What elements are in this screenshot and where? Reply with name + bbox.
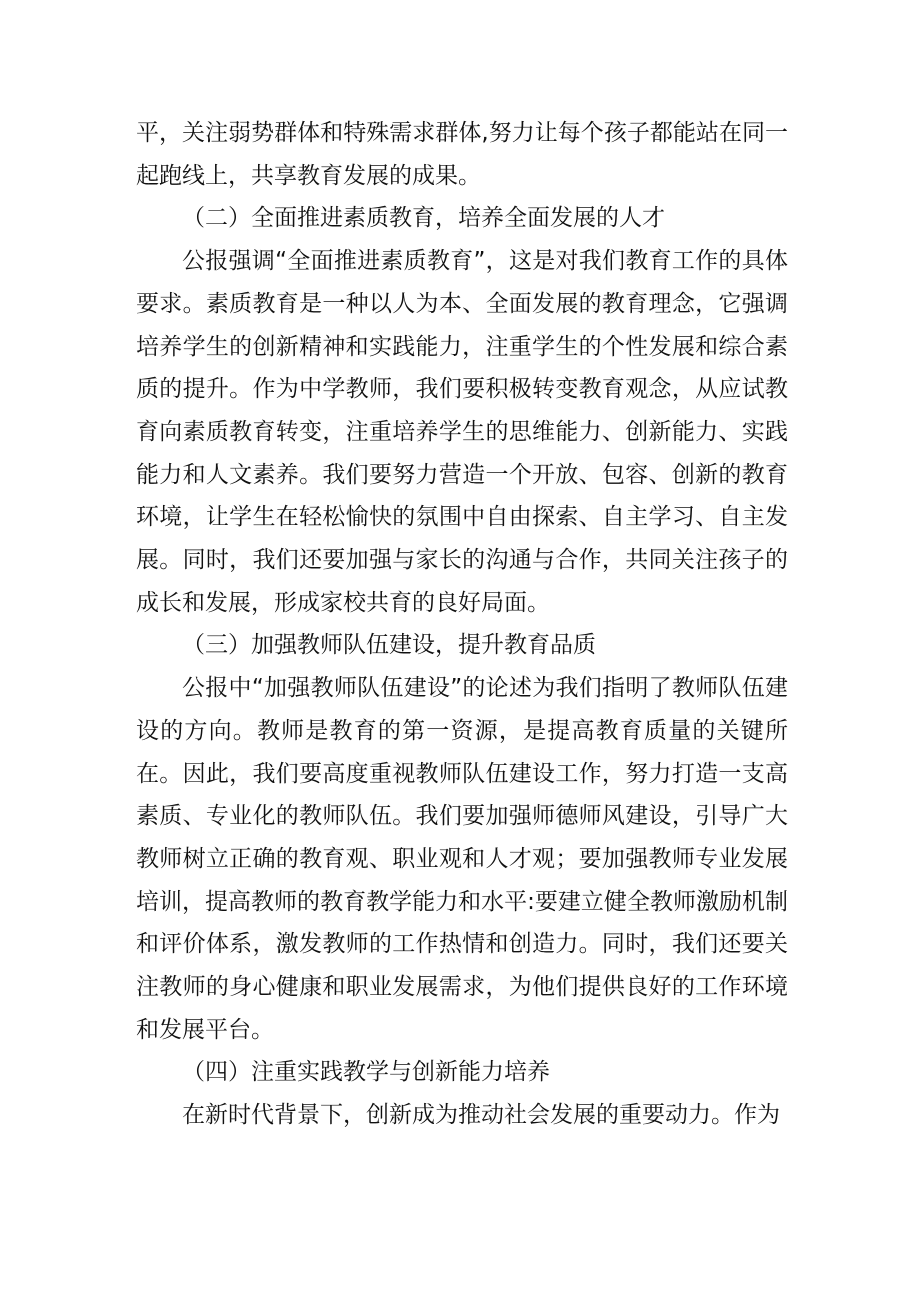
section-heading-4: （四）注重实践教学与创新能力培养 (182, 1059, 550, 1086)
paragraph-teacher-team: 公报中“加强教师队伍建设”的论述为我们指明了教师队伍建设的方向。教师是教育的第一资源，是提高教育质量的关键所在。因此，我们要高度重视教师队伍建设工作，努力打造一支高素质、专业化的教师队伍。我们要加强师德师风建设，引导广大教师树立正确的教育观、职业观和人才观；要加强教师专业发展培训，提高教师的教育教学能力和水平:要建立健全教师激励机制和评价体系，激发教师的工作热情和创造力。同时，我们还要关注教师的身心健康和职业发展需求，为他们提供良好的工作环境和发展平台。 (136, 675, 788, 1043)
paragraph-continuation: 平，关注弱势群体和特殊需求群体,努力让每个孩子都能站在同一起跑线上，共享教育发展的成果。 (136, 120, 788, 189)
section-heading-2: （二）全面推进素质教育，培养全面发展的人才 (182, 205, 665, 232)
paragraph-quality-education: 公报强调“全面推进素质教育”，这是对我们教育工作的具体要求。素质教育是一种以人为本、全面发展的教育理念，它强调培养学生的创新精神和实践能力，注重学生的个性发展和综合素质的提升。作为中学教师，我们要积极转变教育观念，从应试教育向素质教育转变，注重培养学生的思维能力、创新能力、实践能力和人文素养。我们要努力营造一个开放、包容、创新的教育环境，让学生在轻松愉快的氛围中自由探索、自主学习、自主发展。同时，我们还要加强与家长的沟通与合作，共同关注孩子的成长和发展，形成家校共育的良好局面。 (136, 248, 788, 616)
document-body (136, 112, 788, 1137)
section-heading-3: （三）加强教师队伍建设，提升教育品质 (182, 632, 596, 659)
paragraph-innovation: 在新时代背景下，创新成为推动社会发展的重要动力。作为 (182, 1102, 780, 1129)
